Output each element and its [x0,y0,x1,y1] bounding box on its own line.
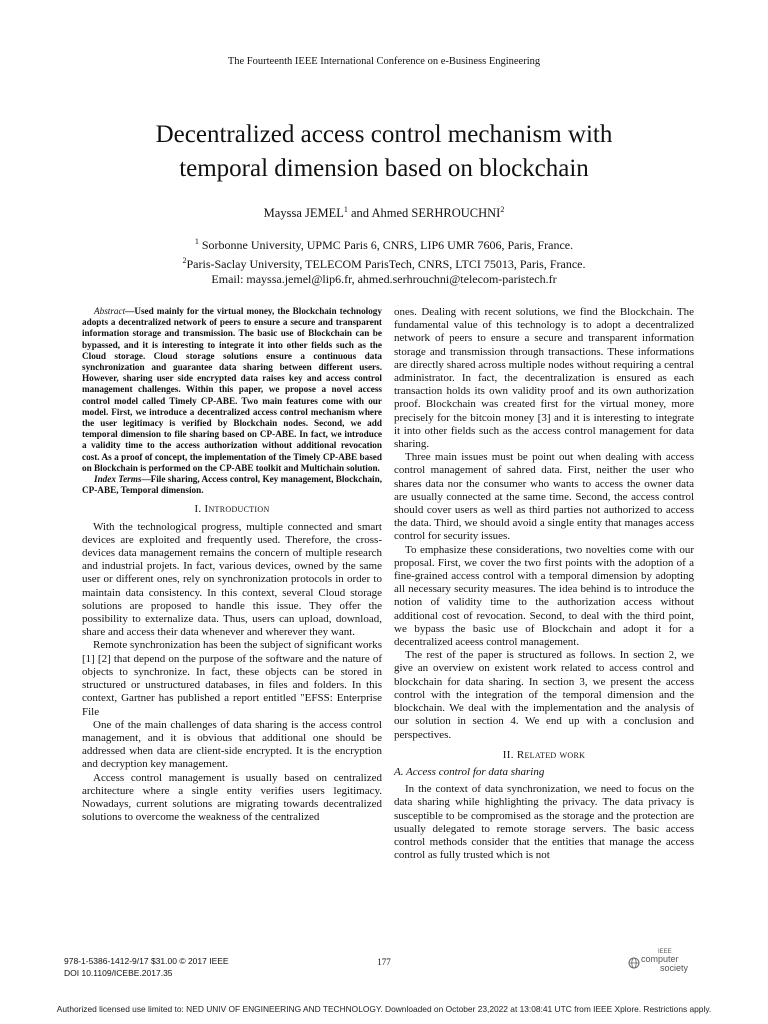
index-terms-text: —File sharing, Access control, Key management, Blockchain, CP-ABE, Temporal dimension. [82,474,382,496]
author-2-sup: 2 [500,205,505,214]
index-terms [82,474,382,496]
right-column [394,306,694,862]
section-2-number: II. [502,748,514,761]
globe-icon [628,957,640,969]
title-line-2: temporal dimension based on blockchain [179,155,589,182]
paper-title [60,118,708,186]
logo-ieee-text: IEEE [658,949,672,955]
subsection-heading-a: A. Access control for data sharing [394,765,545,778]
section-2-title: Related work [516,748,586,761]
intro-paragraph-7: To emphasize these considerations, two novelties come with our proposal. First, we cover the two first points with the adoption of a fine-grained access control with a temporal dimension by adopting all necessary security measures. The idea behind is to introduce the notion of validity time to the authorization access without additional cost of revocation. Second, to deal with the third point, we bypass the basic use of Blockchain and adopt it for a decentralized aceess control management. [394,543,694,649]
intro-paragraph-1: With the technological progress, multiple connected and smart devices are exploited and frequently used. Therefore, the cross-devices data management remains the concern of multiple research and industrial projets. In fact, various devices, owned by the same user or different ones, rely on synchronization protocols in order to maintain data consistency. In this context, several Cloud storage solutions are proposed to handle this issue. They offer the possibility to externalize data. Thus, users can upload, download, share and access their data whenever and wherever they want. [82,520,382,639]
affiliation-1-sup: 1 [194,237,199,246]
affiliation-1 [0,234,768,253]
ieee-computer-society-logo [628,949,708,979]
footer-isbn: 978-1-5386-1412-9/17 $31.00 © 2017 IEEE [64,956,229,966]
footer-publication-info [64,955,229,979]
intro-paragraph-5: ones. Dealing with recent solutions, we find the Blockchain. The fundamental value of this technology is to adopt a decentralized network of peers to ensure a secure and transparent information storage and transmission through transactions. These informations are directly shared across multiple nodes without requiring a central administrator. In fact, the decentralization is ensured as each transaction holds its own validity proof and its own authorization proof. Blockchain was created first for the virtual money, more precisely for the bitcoin money [3] and it is interesting to integrate it into other fields such as the access control management for data sharing. [394,306,694,451]
section-1-number: I. [194,503,202,516]
footer-doi: DOI 10.1109/ICEBE.2017.35 [64,968,173,978]
author-1-sup: 1 [343,205,348,214]
abstract-lead: Abstract [94,306,126,316]
affiliation-2 [0,253,768,272]
author-and: and [351,206,370,221]
intro-paragraph-4: Access control management is usually based on centralized architecture where a single entity verifies users legitimacy. Nowadays, current solutions are migrating towards decentralized solutions to overcome the weakness of the centralized [82,771,382,824]
intro-paragraph-6: Three main issues must be point out when dealing with access control management of sahred data. First, neither the user who shares data nor the consumer who wants to access the owner data are usually connected at the same time. Second, the access control should cover users as well as third parties not authorized to access the data. Third, we should avoid a single entity that manages access control for security issues. [394,451,694,543]
author-2: Ahmed SERHROUCHNI [371,206,501,221]
title-line-1: Decentralized access control mechanism with [155,121,613,148]
abstract-text: —Used mainly for the virtual money, the Blockchain technology adopts a decentralized network of peers to ensure a secure and transparent information storage and transmission. The basic use of Blockchain can be bypassed, and it is interesting to integrate it into other fields such as the Cloud storage. Cloud storage solutions ensure a continuous data synchronization and guarantee data sharing between different users. However, sharing user side encrypted data raises key and access control management challenges. Within this paper, we propose a novel access control model called Timely CP-ABE. Two main features come with our model. First, we introduce a decentralized access control mechanism where the user legitimacy is verified by Blockchain nodes. Second, we add temporal dimension to file sharing based on CP-ABE. In fact, we introduce a validity time to the access authorization without additional revocation cost. As a proof of concept, the implementation of the Timely CP-ABE based on Blockchain is performed on the CP-ABE toolkit and Multichain solution. [82,306,382,473]
conference-header: The Fourteenth IEEE International Conference on e-Business Engineering [227,56,541,67]
intro-paragraph-8: The rest of the paper is structured as follows. In section 2, we give an overview on existent work related to access control and blockchain for data sharing. In section 3, we present the access control with the integration of the temporal dimension and the blockchain. We deal with the implementation and the analysis of our solution in section 4. We end up with a conclusion and perspectives. [394,649,694,741]
author-1: Mayssa JEMEL [263,206,344,221]
affiliation-2-text: Paris-Saclay University, TELECOM ParisTech, CNRS, LTCI 75013, Paris, France. [186,257,586,271]
affiliation-2-sup: 2 [182,256,187,265]
section-heading-related-work [394,749,694,762]
left-column [82,306,382,824]
related-paragraph-1: In the context of data synchronization, we need to focus on the data sharing while highlighting the privacy. The data privacy is susceptible to be compromised as the storage and the protection are usually delegated to remote storage servers. The basic access control methods consider that the entities that manage the access control as fully trusted which is not [394,783,694,862]
section-heading-introduction [82,503,382,516]
logo-computer-text: computer [641,954,679,964]
intro-paragraph-2: Remote synchronization has been the subject of significant works [1] [2] that depend on the purpose of the software and the nature of objects to synchronize. In fact, these objects can be stored in structured or unstructured databases, in files and folders. In this context, Gartner has published a report entitled "EFSS: Enterprise File [82,639,382,718]
index-terms-lead: Index Terms [94,474,142,485]
license-notice: Authorized licensed use limited to: NED UNIV OF ENGINEERING AND TECHNOLOGY. Downloaded on October 23,2022 at 13:08:41 UTC from IEEE Xplore. Restrictions apply. [56,1004,712,1014]
abstract [82,306,382,474]
email-line: Email: mayssa.jemel@lip6.fr, ahmed.serhrouchni@telecom-paristech.fr [211,272,557,286]
affiliations [0,234,768,287]
page-number: 177 [377,957,391,967]
author-list [0,205,768,221]
logo-society-text: society [660,963,689,973]
intro-paragraph-3: One of the main challenges of data sharing is the access control management, and it is obvious that additional one should be addressed when data are client-side encrypted. It is the encryption and decryption key management. [82,718,382,771]
affiliation-1-text: Sorbonne University, UPMC Paris 6, CNRS, LIP6 UMR 7606, Paris, France. [201,238,574,252]
section-1-title: Introduction [204,503,270,516]
